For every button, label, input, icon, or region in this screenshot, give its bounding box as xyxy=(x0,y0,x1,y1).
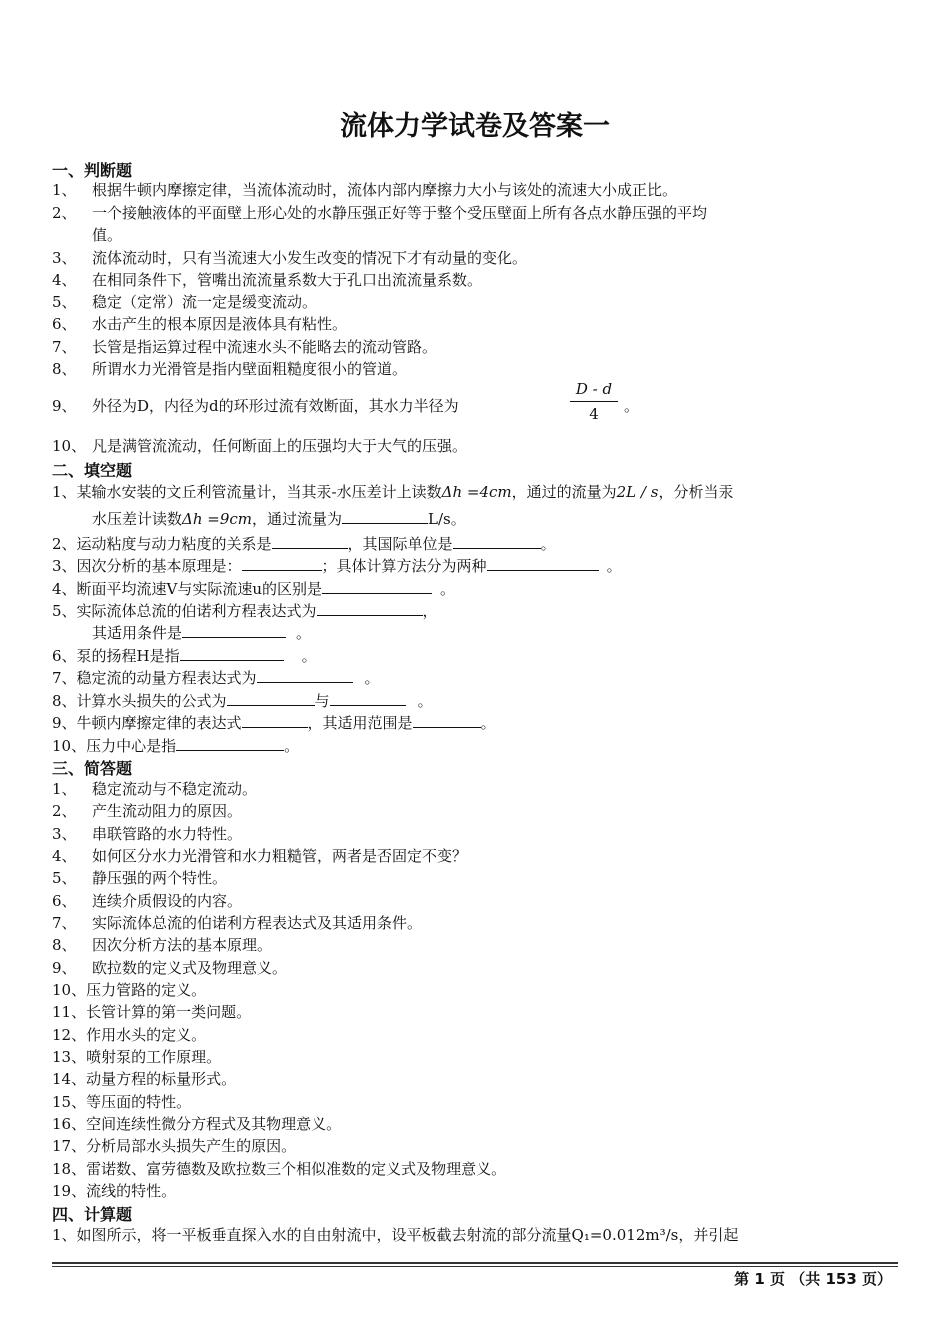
fraction-denominator: 4 xyxy=(589,405,599,423)
fill-item-3: 3、因次分析的基本原理是： ；具体计算方法分为两种 。 xyxy=(52,557,622,575)
footer-divider xyxy=(52,1262,898,1264)
answer-blank[interactable] xyxy=(322,578,432,594)
list-item: 12、作用水头的定义。 xyxy=(52,1026,207,1044)
page-number: 第 1 页 （共 153 页） xyxy=(734,1270,892,1288)
calc-item-1: 1、如图所示，将一平板垂直探入水的自由射流中，设平板截去射流的部分流量Q₁=0.012m³/s，并引起 xyxy=(52,1226,739,1244)
fill-item-7: 7、稳定流的动量方程表达式为 。 xyxy=(52,669,380,687)
list-item: 19、流线的特性。 xyxy=(52,1182,177,1200)
answer-blank[interactable] xyxy=(176,735,284,751)
hydraulic-radius-fraction xyxy=(568,380,620,423)
fraction-numerator: D - d xyxy=(575,380,613,398)
list-item: 14、动量方程的标量形式。 xyxy=(52,1070,237,1088)
fill-item-9: 9、牛顿内摩擦定律的表达式 ，其适用范围是 。 xyxy=(52,714,496,732)
answer-blank[interactable] xyxy=(272,533,348,549)
section-heading-calc: 四、计算题 xyxy=(52,1205,133,1224)
fill-item-10: 10、压力中心是指 。 xyxy=(52,737,300,755)
answer-blank[interactable] xyxy=(487,555,599,571)
answer-blank[interactable] xyxy=(180,645,284,661)
fill-item-1-cont: 水压差计读数Δh =9cm，通过流量为 L/s。 xyxy=(92,510,466,528)
list-item: 15、等压面的特性。 xyxy=(52,1093,192,1111)
fill-item-8: 8、计算水头损失的公式为 与 。 xyxy=(52,692,433,710)
fill-item-6: 6、泵的扬程H是指 。 xyxy=(52,647,317,665)
answer-blank[interactable] xyxy=(257,667,353,683)
answer-blank[interactable] xyxy=(227,690,315,706)
answer-blank[interactable] xyxy=(413,712,481,728)
answer-blank[interactable] xyxy=(317,600,423,616)
fill-item-4: 4、断面平均流速V与实际流速u的区别是 。 xyxy=(52,580,456,598)
fill-item-5-cont: 其适用条件是 。 xyxy=(92,624,312,642)
list-item: 18、雷诺数、富劳德数及欧拉数三个相似准数的定义式及物理意义。 xyxy=(52,1160,507,1178)
answer-blank[interactable] xyxy=(453,533,541,549)
page-title: 流体力学试卷及答案一 xyxy=(340,111,610,142)
list-item: 13、喷射泵的工作原理。 xyxy=(52,1048,222,1066)
fill-item-1: 1、某输水安装的文丘利管流量计，当其汞-水压差计上读数Δh =4cm，通过的流量为2L / s，分析当汞 xyxy=(52,483,734,501)
answer-blank[interactable] xyxy=(242,712,308,728)
fill-item-5: 5、实际流体总流的伯诺利方程表达式为 ， xyxy=(52,602,438,620)
footer-divider-thin xyxy=(52,1266,898,1267)
list-item: 16、空间连续性微分方程式及其物理意义。 xyxy=(52,1115,342,1133)
list-item: 10、压力管路的定义。 xyxy=(52,981,207,999)
list-item: 11、长管计算的第一类问题。 xyxy=(52,1003,252,1021)
answer-blank[interactable] xyxy=(342,508,428,524)
answer-blank[interactable] xyxy=(330,690,406,706)
section-heading-fill: 二、填空题 xyxy=(52,461,133,480)
section-heading-judge: 一、判断题 xyxy=(52,161,133,180)
fraction-bar xyxy=(570,401,618,402)
answer-blank[interactable] xyxy=(242,555,322,571)
list-item: 17、分析局部水头损失产生的原因。 xyxy=(52,1137,297,1155)
answer-blank[interactable] xyxy=(182,622,286,638)
section-heading-short: 三、简答题 xyxy=(52,759,133,778)
fill-item-2: 2、运动粘度与动力粘度的关系是 ，其国际单位是 。 xyxy=(52,535,556,553)
